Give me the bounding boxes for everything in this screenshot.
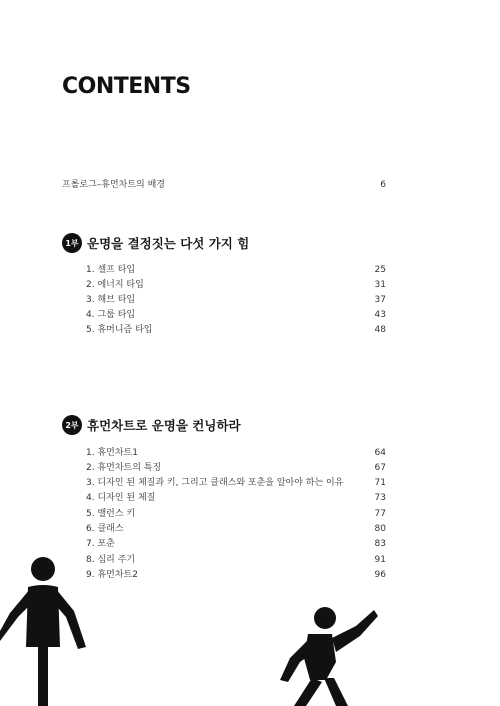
- dancing-person-figure: [270, 600, 380, 706]
- toc-entry-label: 1. 휴먼차트1: [86, 448, 138, 458]
- toc-entry-label: 3. 해브 타입: [86, 295, 136, 305]
- toc-entry[interactable]: [86, 446, 386, 460]
- toc-entry-page: 64: [374, 448, 386, 458]
- toc-entry-label: 5. 휴머니즘 타입: [86, 325, 153, 335]
- toc-entry-label: 8. 심리 주기: [86, 555, 136, 565]
- part-1-title: 운명을 결정짓는 다섯 가지 힘: [87, 236, 250, 251]
- toc-entry[interactable]: [86, 491, 386, 505]
- toc-entry-label: 6. 클래스: [86, 524, 124, 534]
- toc-entry-page: 91: [374, 555, 386, 565]
- toc-entry[interactable]: [86, 461, 386, 475]
- toc-entry-label: 2. 휴먼차트의 특징: [86, 463, 162, 473]
- page-title: CONTENTS: [62, 74, 191, 99]
- toc-entry-page: 80: [374, 524, 386, 534]
- toc-entry-page: 96: [374, 570, 386, 580]
- toc-entry-label: 3. 디자인 된 체질과 키, 그리고 클래스와 포춘을 알아야 하는 이유: [86, 478, 344, 488]
- toc-entry-label: 4. 그룹 타입: [86, 310, 136, 320]
- toc-entry-page: 83: [374, 539, 386, 549]
- toc-entry-label: 9. 휴먼차트2: [86, 570, 138, 580]
- toc-entry-page: 73: [374, 493, 386, 503]
- toc-entry-prologue[interactable]: [62, 178, 386, 192]
- toc-entry-page: 6: [380, 180, 386, 190]
- toc-entry[interactable]: [86, 522, 386, 536]
- toc-entry-page: 25: [374, 265, 386, 275]
- part-2-badge: 2부: [62, 415, 82, 435]
- toc-entry[interactable]: [86, 537, 386, 551]
- toc-entry[interactable]: [86, 507, 386, 521]
- toc-entry-page: 77: [374, 509, 386, 519]
- toc-entry[interactable]: [86, 278, 386, 292]
- toc-entry[interactable]: [86, 476, 386, 490]
- part-1-heading: [62, 233, 249, 253]
- standing-person-figure: [0, 555, 90, 706]
- part-2-heading: [62, 415, 241, 435]
- toc-entry[interactable]: [86, 293, 386, 307]
- toc-entry-label: 4. 디자인 된 체질: [86, 493, 156, 503]
- toc-entry-label: 프롤로그–휴먼차트의 배경: [62, 180, 165, 190]
- part-2-title: 휴먼차트로 운명을 컨닝하라: [87, 418, 241, 433]
- toc-entry-page: 31: [374, 280, 386, 290]
- toc-entry[interactable]: [86, 308, 386, 322]
- toc-entry-page: 43: [374, 310, 386, 320]
- toc-entry[interactable]: [86, 568, 386, 582]
- toc-entry[interactable]: [86, 323, 386, 337]
- part-1-badge: 1부: [62, 233, 82, 253]
- toc-entry-page: 67: [374, 463, 386, 473]
- toc-entry[interactable]: [86, 553, 386, 567]
- toc-entry-label: 1. 셀프 타입: [86, 265, 136, 275]
- toc-entry-label: 5. 밸런스 키: [86, 509, 136, 519]
- toc-entry-page: 37: [374, 295, 386, 305]
- toc-entry-label: 7. 포춘: [86, 539, 115, 549]
- toc-entry-page: 48: [374, 325, 386, 335]
- toc-entry-page: 71: [374, 478, 386, 488]
- toc-entry[interactable]: [86, 263, 386, 277]
- toc-entry-label: 2. 에너지 타입: [86, 280, 144, 290]
